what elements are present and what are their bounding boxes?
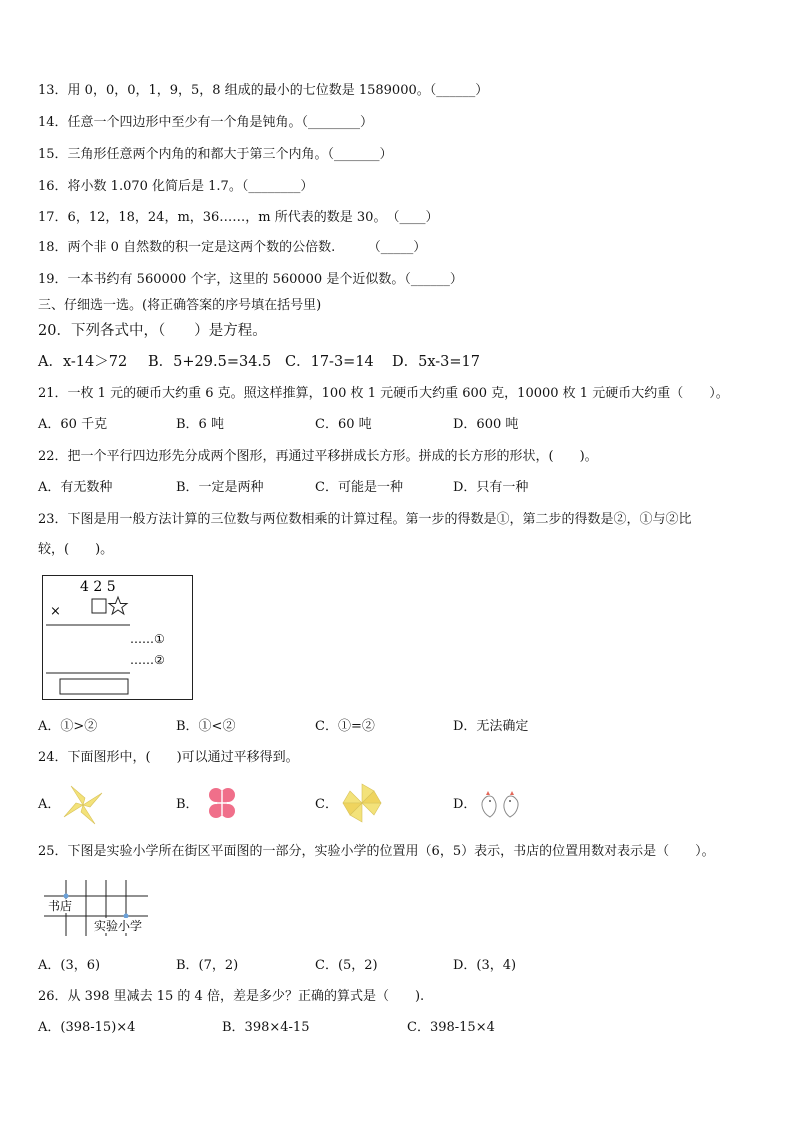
option-a: A．①>②: [38, 719, 98, 734]
question-20-stem: 20．下列各式中，（ ）是方程。: [38, 323, 267, 339]
question-25-stem: 25．下图是实验小学所在街区平面图的一部分，实验小学的位置用（6，5）表示，书店的位置用数对表示是（ ）。: [38, 844, 715, 859]
section-heading: 三、仔细选一选。(将正确答案的序号填在括号里): [38, 298, 322, 313]
question-21-stem: 21．一枚 1 元的硬币大约重 6 克。照这样推算，100 枚 1 元硬币大约重 600 克，10000 枚 1 元硬币大约重（ ）。: [38, 386, 729, 401]
bookstore-marker: [64, 894, 69, 899]
option-b: B．一定是两种: [176, 480, 264, 495]
option-b: B．6 吨: [176, 417, 224, 432]
marker-2: ……②: [130, 653, 165, 667]
option-a: A．: [38, 797, 61, 812]
option-c: C．可能是一种: [315, 480, 403, 495]
option-a: A．(3，6): [38, 958, 101, 973]
multiplicand: 4 2 5: [80, 579, 116, 595]
option-b: B．: [176, 797, 199, 812]
question-17: 17．6，12，18，24，m，36……，m 所代表的数是 30。 （____）: [38, 210, 439, 225]
school-label: 实验小学: [94, 919, 143, 933]
option-c: C．①=②: [315, 719, 375, 734]
yellow-pinwheel-square-icon: [340, 782, 384, 824]
option-d: D．只有一种: [453, 480, 529, 495]
question-15: 15．三角形任意两个内角的和都大于第三个内角。（_______）: [38, 147, 393, 162]
option-d: D．: [453, 797, 477, 812]
option-a: A．60 千克: [38, 417, 108, 432]
option-a: A．x-14＞72: [38, 354, 128, 370]
pink-heart-flower-icon: [202, 783, 242, 823]
option-d: D．(3，4): [453, 958, 517, 973]
option-c: C．60 吨: [315, 417, 372, 432]
school-marker: [124, 914, 129, 919]
question-22-stem: 22．把一个平行四边形先分成两个图形，再通过平移拼成长方形。拼成的长方形的形状，( )。: [38, 449, 598, 464]
question-18: 18．两个非 0 自然数的积一定是这两个数的公倍数. （_____）: [38, 240, 427, 255]
option-b: B．(7，2): [176, 958, 239, 973]
times-sign: ×: [50, 604, 61, 619]
question-19: 19．一本书约有 560000 个字，这里的 560000 是个近似数。（______）: [38, 272, 463, 287]
option-b: B．①<②: [176, 719, 236, 734]
option-c: C．398-15×4: [407, 1020, 495, 1035]
option-b: B．5+29.5=34.5: [148, 354, 272, 370]
option-c: C．17-3=14: [285, 354, 374, 370]
question-24-stem: 24．下面图形中，( )可以通过平移得到。: [38, 750, 299, 765]
bookstore-label: 书店: [48, 899, 73, 913]
question-14: 14．任意一个四边形中至少有一个角是钝角。（________）: [38, 115, 374, 130]
multiplication-figure: [42, 575, 194, 701]
option-c: C．(5，2): [315, 958, 378, 973]
option-a: A．有无数种: [38, 480, 113, 495]
bird-heart-pair-icon: [476, 785, 524, 821]
option-d: D．600 吨: [453, 417, 519, 432]
yellow-pinwheel-icon: [62, 784, 104, 826]
marker-1: ……①: [130, 632, 165, 646]
option-c: C．: [315, 797, 338, 812]
question-23-stem: 23．下图是用一般方法计算的三位数与两位数相乘的计算过程。第一步的得数是①，第二步的得数是②，①与②比: [38, 512, 692, 527]
question-23-stem-cont: 较，( )。: [38, 542, 114, 557]
question-16: 16．将小数 1.070 化简后是 1.7。（________）: [38, 179, 314, 194]
question-13: 13．用 0，0，0，1，9，5，8 组成的最小的七位数是 1589000。（______）: [38, 83, 489, 98]
street-map-figure: [44, 876, 162, 938]
option-a: A．(398-15)×4: [38, 1020, 136, 1035]
option-b: B．398×4-15: [222, 1020, 310, 1035]
question-26-stem: 26．从 398 里减去 15 的 4 倍，差是多少？正确的算式是（ ).: [38, 989, 425, 1004]
option-d: D．无法确定: [453, 719, 529, 734]
option-d: D．5x-3=17: [392, 354, 480, 370]
